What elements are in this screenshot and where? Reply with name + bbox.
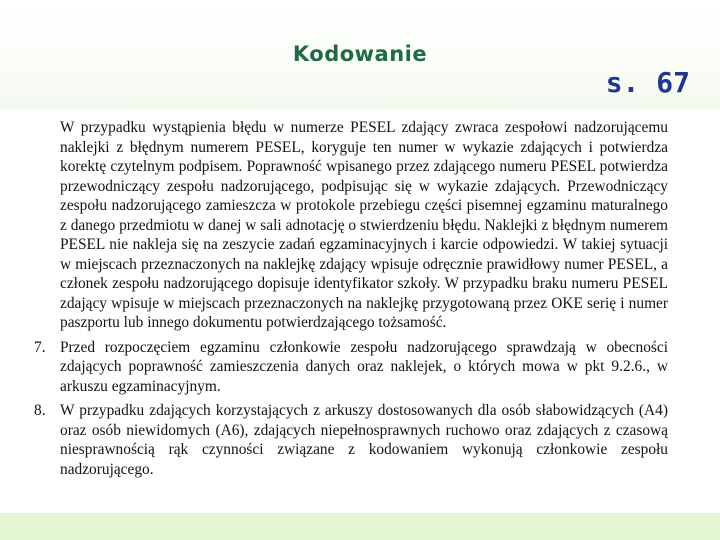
- list-item-number: 7.: [34, 338, 46, 356]
- footer-band: [0, 513, 720, 540]
- list-item: [28, 338, 668, 397]
- list-item: [28, 401, 668, 479]
- scanned-document-text: [28, 118, 668, 479]
- document-paragraph: W przypadku wystąpienia błędu w numerze PESEL zdający zwraca zespołowi nadzorującemu naklejki z błędnym numerem PESEL, koryguje ten numer w wykazie zdających i potwierdza korektę czytelnym podpisem. Poprawność wpisanego przez zdającego numeru PESEL potwierdza przewodniczący zespołu nadzorującego, podpisując się w wykazie zdających. Przewodniczący zespołu nadzorującego zamieszcza w protokole przebiegu części pisemnej egzaminu maturalnego z danego przedmiotu w danej w sali adnotację o stwierdzeniu błędu. Naklejki z błędnym numerem PESEL nie nakleja się na zeszycie zadań egzaminacyjnych i karcie odpowiedzi. W takiej sytuacji w miejscach przeznaczonych na naklejkę zdający wpisuje odręcznie prawidłowy numer PESEL, a członek zespołu nadzorującego dopisuje identyfikator szkoły. W przypadku braku numeru PESEL zdający wpisuje w miejscach przeznaczonych na naklejkę przygotowaną przez OKE serię i numer paszportu lub innego dokumentu potwierdzającego tożsamość.: [60, 119, 668, 331]
- list-item-text: Przed rozpoczęciem egzaminu członkowie zespołu nadzorującego sprawdzają w obecności zdających poprawność zamieszczenia danych oraz naklejek, o których mowa w pkt 9.2.6., w arkuszu egzaminacyjnym.: [60, 338, 668, 395]
- slide-title: Kodowanie: [292, 42, 428, 66]
- page-reference: s. 67: [605, 66, 690, 99]
- list-item-number: 8.: [34, 402, 46, 419]
- list-item-text: W przypadku zdających korzystających z arkuszy dostosowanych dla osób słabowidzących (A4) oraz osób niewidomych (A6), zdających niepełnosprawnych ruchowo oraz zdających z czasową niesprawnością rąk czynności związane z kodowaniem wykonują członkowie zespołu nadzorującego.: [60, 402, 668, 478]
